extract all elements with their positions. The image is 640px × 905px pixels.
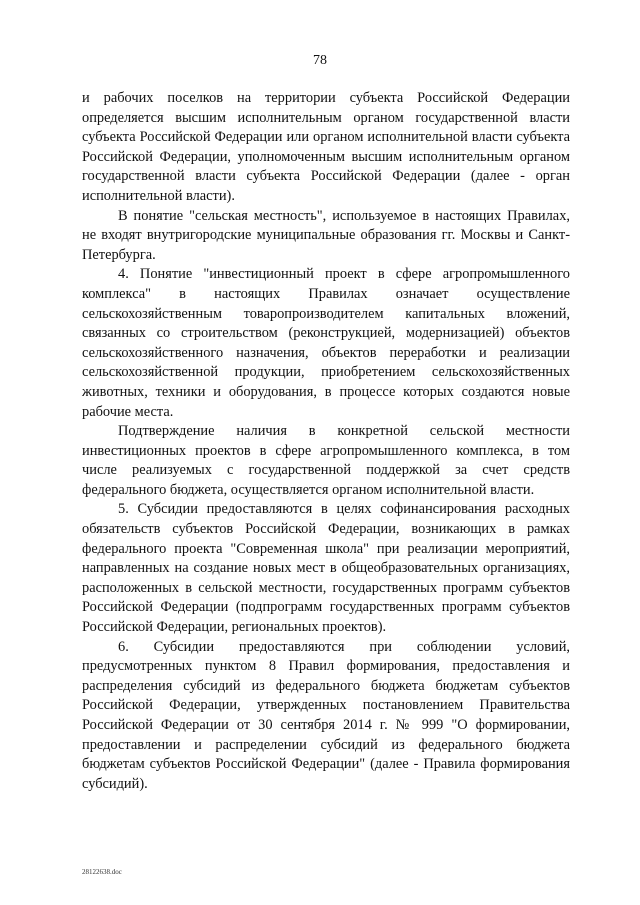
paragraph-continuation: и рабочих поселков на территории субъекта Российской Федерации определяется высшим исполнительным органом государственной власти субъекта Российской Федерации или органом исполнительной власти субъекта Российской Федерации, уполномоченным высшим исполнительным органом государственной власти субъекта Российской Федерации (далее - орган исполнительной власти).: [82, 90, 570, 204]
page-number: 78: [313, 53, 327, 68]
paragraph-rural-area-exclusion: В понятие "сельская местность", используемое в настоящих Правилах, не входят внутригородские муниципальные образования гг. Москвы и Санкт-Петербурга.: [82, 207, 570, 263]
paragraph-6-subsidies-conditions: 6. Субсидии предоставляются при соблюдении условий, предусмотренных пунктом 8 Правил формирования, предоставления и распределения субсидий из федерального бюджета бюджетам субъектов Российской Федерации, утвержденных постановлением Правительства Российской Федерации от 30 сентября 2014 г. № 999 "О формировании, предоставлении и распределении субсидий из федерального бюджета бюджетам субъектов Российской Федерации" (далее - Правила формирования субсидий).: [82, 638, 570, 792]
document-file-code: 28122638.doc: [82, 868, 122, 876]
paragraph-confirmation: Подтверждение наличия в конкретной сельской местности инвестиционных проектов в сфере агропромышленного комплекса, в том числе реализуемых с государственной поддержкой за счет средств федерального бюджета, осуществляется органом исполнительной власти.: [82, 423, 570, 498]
paragraph-4-investment-project: 4. Понятие "инвестиционный проект в сфере агропромышленного комплекса" в настоящих Правилах означает осуществление сельскохозяйственным товаропроизводителем капитальных вложений, связанных со строительством (реконструкцией, модернизацией) объектов сельскохозяйственного назначения, объектов переработки и реализации сельскохозяйственной продукции, приобретением сельскохозяйственных животных, техники и оборудования, в процессе которых создаются новые рабочие места.: [82, 266, 570, 420]
paragraph-5-subsidies-purpose: 5. Субсидии предоставляются в целях софинансирования расходных обязательств субъектов Российской Федерации, возникающих в рамках федерального проекта "Современная школа" при реализации мероприятий, направленных на создание новых мест в общеобразовательных организациях, расположенных в сельской местности, государственных программ субъектов Российской Федерации (подпрограмм государственных программ субъектов Российской Федерации, региональных проектов).: [82, 501, 570, 636]
document-body: [82, 89, 570, 794]
